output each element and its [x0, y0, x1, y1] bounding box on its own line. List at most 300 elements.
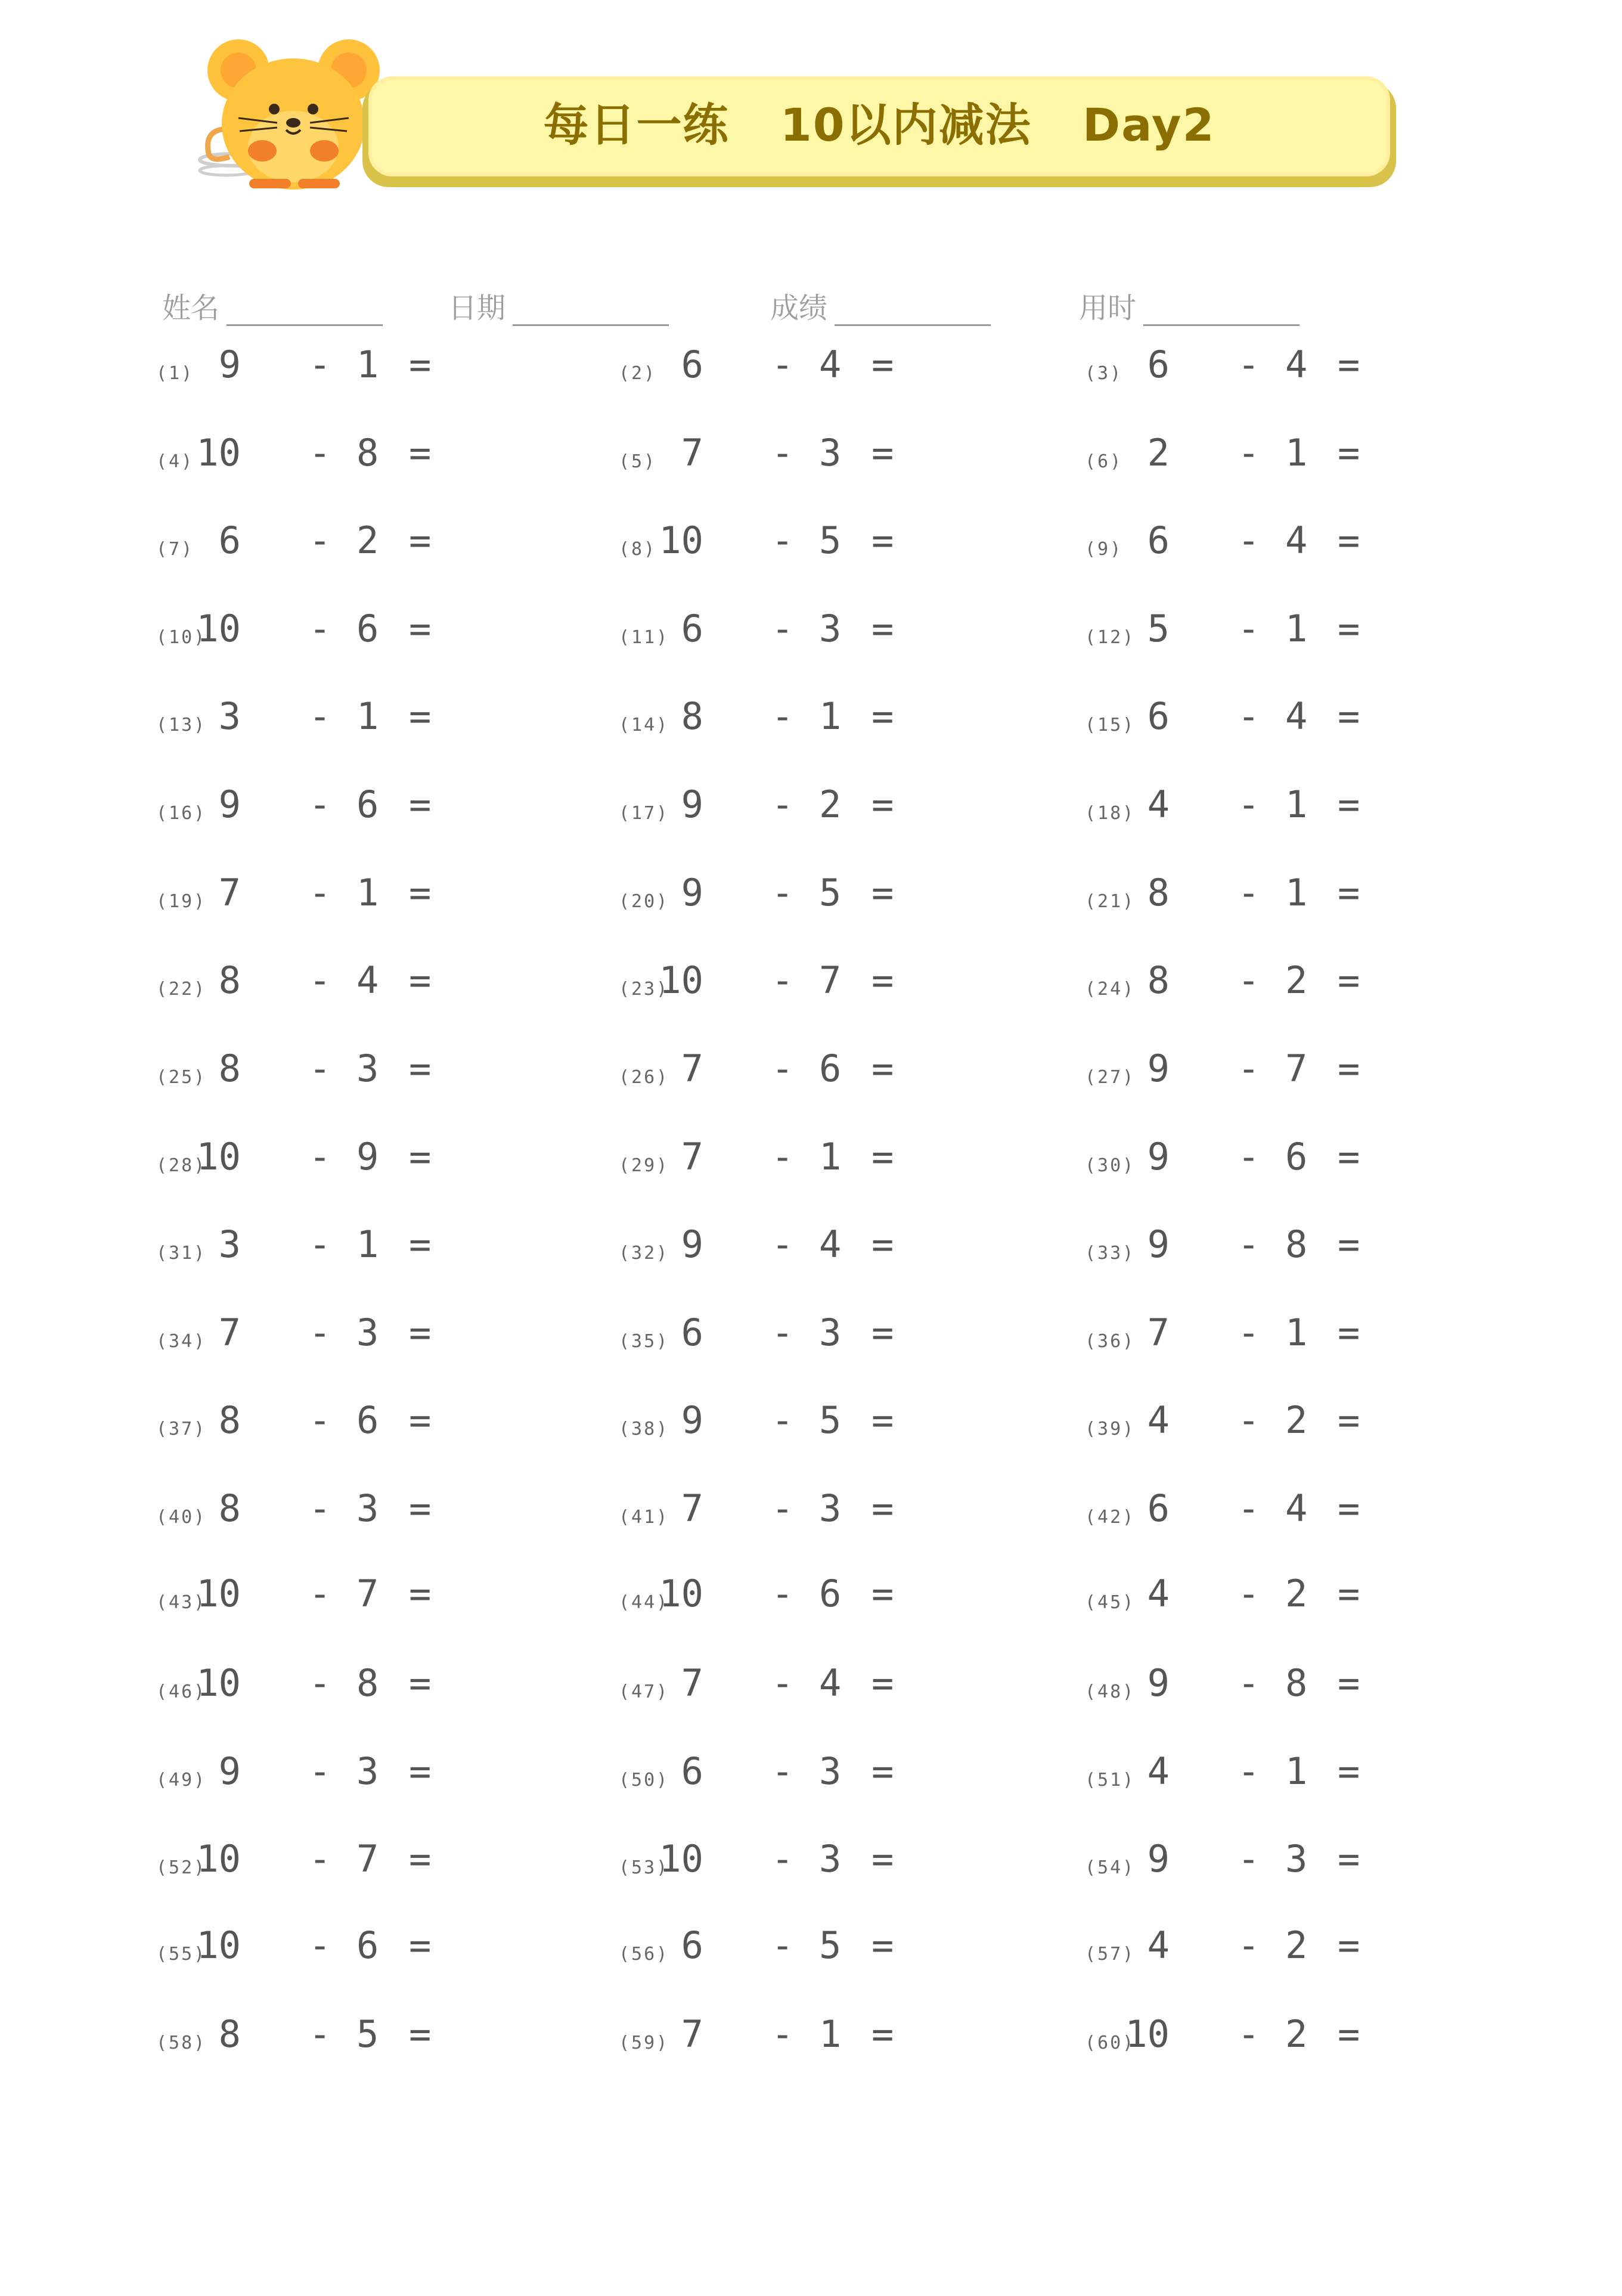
problem-number: (15) [1085, 715, 1136, 736]
subtrahend: 1 [1285, 871, 1308, 914]
minuend: 10 [1125, 2012, 1170, 2056]
subtrahend: 2 [1285, 2012, 1308, 2056]
problem-item [156, 1487, 490, 1540]
minuend: 8 [1147, 871, 1170, 914]
equals-sign: = [409, 607, 432, 650]
minuend: 9 [681, 1398, 703, 1442]
equals-sign: = [872, 607, 894, 650]
subtrahend: 4 [1285, 694, 1308, 738]
problem-number: (58) [156, 2033, 207, 2053]
problem-item [156, 1923, 490, 1977]
equals-sign: = [1338, 1572, 1360, 1615]
problem-item [156, 1837, 490, 1891]
problem-number: (2) [619, 363, 657, 384]
name-blank-line[interactable] [227, 298, 383, 326]
problem-item [1085, 1661, 1419, 1715]
minus-sign: - [1238, 694, 1260, 738]
minus-sign: - [309, 1749, 331, 1793]
problem-item [1085, 519, 1419, 572]
minus-sign: - [771, 783, 794, 826]
problem-item [1085, 607, 1419, 660]
minus-sign: - [1238, 1047, 1260, 1090]
problem-item [156, 343, 490, 396]
subtrahend: 5 [819, 1923, 842, 1967]
minuend: 4 [1147, 1398, 1170, 1442]
subtrahend: 2 [1285, 1572, 1308, 1615]
equals-sign: = [1338, 1923, 1360, 1967]
name-field[interactable] [162, 285, 383, 327]
subtrahend: 8 [1285, 1661, 1308, 1705]
problem-number: (50) [619, 1770, 669, 1791]
subtrahend: 4 [819, 1661, 842, 1705]
minuend: 10 [196, 431, 241, 474]
problem-number: (16) [156, 803, 207, 824]
equals-sign: = [409, 519, 432, 562]
mouse-mascot-icon [185, 35, 387, 190]
problem-number: (9) [1085, 539, 1123, 560]
problem-item [156, 519, 490, 572]
minuend: 6 [681, 1923, 703, 1967]
subtrahend: 1 [1285, 431, 1308, 474]
minuend: 10 [196, 607, 241, 650]
problem-number: (49) [156, 1770, 207, 1791]
time-field[interactable] [1079, 285, 1300, 327]
problem-item [619, 1923, 953, 1977]
subtrahend: 5 [819, 871, 842, 914]
problem-item [619, 1398, 953, 1452]
equals-sign: = [872, 694, 894, 738]
minuend: 6 [681, 607, 703, 650]
equals-sign: = [872, 783, 894, 826]
score-blank-line[interactable] [835, 298, 991, 326]
equals-sign: = [872, 1047, 894, 1090]
minuend: 10 [196, 1661, 241, 1705]
minus-sign: - [771, 1135, 794, 1178]
minus-sign: - [1238, 1311, 1260, 1354]
problem-number: (14) [619, 715, 669, 736]
problem-number: (25) [156, 1067, 207, 1088]
minuend: 6 [218, 519, 241, 562]
problem-item [1085, 1135, 1419, 1189]
minuend: 7 [681, 1135, 703, 1178]
minus-sign: - [1238, 2012, 1260, 2056]
subtrahend: 6 [356, 607, 379, 650]
problem-item [156, 694, 490, 748]
minus-sign: - [1238, 607, 1260, 650]
problem-item [1085, 1223, 1419, 1276]
equals-sign: = [872, 2012, 894, 2056]
subtrahend: 6 [356, 1398, 379, 1442]
equals-sign: = [1338, 1837, 1360, 1881]
minuend: 8 [1147, 958, 1170, 1002]
equals-sign: = [409, 2012, 432, 2056]
problem-item [1085, 783, 1419, 836]
subtrahend: 1 [819, 694, 842, 738]
equals-sign: = [872, 519, 894, 562]
minus-sign: - [309, 871, 331, 914]
minuend: 3 [218, 694, 241, 738]
equals-sign: = [872, 1923, 894, 1967]
minuend: 10 [659, 958, 703, 1002]
problem-item [619, 519, 953, 572]
problem-number: (24) [1085, 979, 1136, 1000]
subtrahend: 1 [819, 2012, 842, 2056]
subtrahend: 1 [819, 1135, 842, 1178]
equals-sign: = [872, 958, 894, 1002]
minus-sign: - [771, 1837, 794, 1881]
subtrahend: 6 [819, 1572, 842, 1615]
minuend: 10 [196, 1837, 241, 1881]
problem-item [619, 1837, 953, 1891]
minus-sign: - [1238, 1572, 1260, 1615]
problem-number: (32) [619, 1243, 669, 1264]
problem-number: (55) [156, 1944, 207, 1965]
equals-sign: = [1338, 694, 1360, 738]
problem-number: (3) [1085, 363, 1123, 384]
subtrahend: 1 [356, 871, 379, 914]
minus-sign: - [1238, 343, 1260, 386]
subtrahend: 1 [1285, 1311, 1308, 1354]
problem-number: (45) [1085, 1592, 1136, 1613]
minus-sign: - [1238, 958, 1260, 1002]
minus-sign: - [771, 1749, 794, 1793]
problem-number: (6) [1085, 451, 1123, 472]
minuend: 6 [1147, 694, 1170, 738]
problem-item [619, 1223, 953, 1276]
subtrahend: 2 [1285, 958, 1308, 1002]
problem-item [1085, 431, 1419, 485]
subtrahend: 3 [356, 1311, 379, 1354]
problem-item [619, 1749, 953, 1803]
minus-sign: - [309, 431, 331, 474]
minus-sign: - [309, 1837, 331, 1881]
subtrahend: 7 [819, 958, 842, 1002]
problem-item [1085, 1398, 1419, 1452]
minus-sign: - [1238, 1923, 1260, 1967]
equals-sign: = [1338, 519, 1360, 562]
subtrahend: 8 [356, 431, 379, 474]
subtrahend: 2 [819, 783, 842, 826]
subtrahend: 8 [1285, 1223, 1308, 1266]
minuend: 7 [218, 1311, 241, 1354]
equals-sign: = [1338, 343, 1360, 386]
minus-sign: - [771, 431, 794, 474]
equals-sign: = [1338, 431, 1360, 474]
equals-sign: = [409, 783, 432, 826]
problem-number: (39) [1085, 1419, 1136, 1439]
minuend: 9 [681, 1223, 703, 1266]
problem-item [619, 607, 953, 660]
minuend: 3 [218, 1223, 241, 1266]
equals-sign: = [872, 1223, 894, 1266]
time-label: 用时 [1079, 291, 1137, 325]
problem-number: (48) [1085, 1681, 1136, 1702]
minuend: 9 [681, 871, 703, 914]
equals-sign: = [409, 431, 432, 474]
minus-sign: - [771, 1398, 794, 1442]
minus-sign: - [1238, 1135, 1260, 1178]
date-label: 日期 [448, 291, 506, 325]
minuend: 9 [1147, 1223, 1170, 1266]
subtrahend: 7 [356, 1572, 379, 1615]
equals-sign: = [1338, 958, 1360, 1002]
minuend: 7 [1147, 1311, 1170, 1354]
equals-sign: = [872, 1487, 894, 1530]
minuend: 10 [196, 1572, 241, 1615]
problem-item [156, 1749, 490, 1803]
problem-number: (10) [156, 627, 207, 648]
minus-sign: - [309, 1661, 331, 1705]
problem-item [156, 1135, 490, 1189]
problem-item [1085, 1487, 1419, 1540]
problem-item [156, 1572, 490, 1625]
equals-sign: = [1338, 1487, 1360, 1530]
minus-sign: - [309, 958, 331, 1002]
problem-number: (41) [619, 1507, 669, 1528]
equals-sign: = [409, 694, 432, 738]
problem-number: (18) [1085, 803, 1136, 824]
minus-sign: - [771, 1661, 794, 1705]
subtrahend: 2 [1285, 1923, 1308, 1967]
equals-sign: = [1338, 1398, 1360, 1442]
minus-sign: - [1238, 1398, 1260, 1442]
minuend: 4 [1147, 783, 1170, 826]
problem-item [1085, 343, 1419, 396]
minus-sign: - [309, 1572, 331, 1615]
subtrahend: 3 [819, 1311, 842, 1354]
problem-item [1085, 694, 1419, 748]
problem-number: (27) [1085, 1067, 1136, 1088]
subtrahend: 1 [356, 1223, 379, 1266]
subtrahend: 2 [1285, 1398, 1308, 1442]
equals-sign: = [872, 1572, 894, 1615]
minuend: 6 [681, 1311, 703, 1354]
minuend: 10 [196, 1923, 241, 1967]
equals-sign: = [409, 1661, 432, 1705]
page-title: 每日一练 10以内减法 Day2 [543, 98, 1215, 151]
problem-item [1085, 1311, 1419, 1364]
minuend: 7 [681, 1487, 703, 1530]
subtrahend: 4 [1285, 1487, 1308, 1530]
problem-item [619, 431, 953, 485]
problem-number: (47) [619, 1681, 669, 1702]
equals-sign: = [409, 1923, 432, 1967]
equals-sign: = [872, 343, 894, 386]
equals-sign: = [1338, 1135, 1360, 1178]
problem-item [619, 1311, 953, 1364]
problem-number: (7) [156, 539, 194, 560]
minus-sign: - [1238, 431, 1260, 474]
minus-sign: - [309, 1398, 331, 1442]
minus-sign: - [1238, 519, 1260, 562]
minuend: 8 [218, 2012, 241, 2056]
problem-item [156, 431, 490, 485]
equals-sign: = [1338, 1661, 1360, 1705]
minuend: 4 [1147, 1923, 1170, 1967]
problem-number: (46) [156, 1681, 207, 1702]
problem-item [1085, 1837, 1419, 1891]
equals-sign: = [1338, 1311, 1360, 1354]
problem-number: (12) [1085, 627, 1136, 648]
problem-number: (60) [1085, 2033, 1136, 2053]
problem-number: (53) [619, 1857, 669, 1878]
minus-sign: - [771, 958, 794, 1002]
time-blank-line[interactable] [1143, 298, 1300, 326]
subtrahend: 1 [1285, 607, 1308, 650]
minus-sign: - [309, 1487, 331, 1530]
problem-item [619, 694, 953, 748]
subtrahend: 3 [356, 1047, 379, 1090]
score-field[interactable] [770, 285, 991, 327]
minuend: 6 [1147, 519, 1170, 562]
minus-sign: - [309, 343, 331, 386]
problem-item [156, 958, 490, 1012]
minus-sign: - [309, 519, 331, 562]
score-label: 成绩 [770, 291, 828, 325]
minus-sign: - [771, 1487, 794, 1530]
minus-sign: - [309, 607, 331, 650]
subtrahend: 3 [819, 1837, 842, 1881]
equals-sign: = [1338, 1047, 1360, 1090]
equals-sign: = [872, 1135, 894, 1178]
minus-sign: - [1238, 783, 1260, 826]
equals-sign: = [872, 1661, 894, 1705]
minuend: 8 [681, 694, 703, 738]
equals-sign: = [872, 1749, 894, 1793]
equals-sign: = [409, 343, 432, 386]
equals-sign: = [409, 958, 432, 1002]
subtrahend: 4 [819, 343, 842, 386]
subtrahend: 3 [356, 1749, 379, 1793]
problem-number: (29) [619, 1155, 669, 1176]
problem-number: (1) [156, 363, 194, 384]
minuend: 9 [1147, 1661, 1170, 1705]
minus-sign: - [309, 1223, 331, 1266]
equals-sign: = [872, 1837, 894, 1881]
subtrahend: 2 [356, 519, 379, 562]
problem-item [156, 607, 490, 660]
problem-number: (52) [156, 1857, 207, 1878]
minuend: 4 [1147, 1572, 1170, 1615]
problem-item [1085, 958, 1419, 1012]
minus-sign: - [1238, 871, 1260, 914]
equals-sign: = [872, 1398, 894, 1442]
subtrahend: 7 [356, 1837, 379, 1881]
equals-sign: = [409, 1749, 432, 1793]
date-blank-line[interactable] [513, 298, 669, 326]
minus-sign: - [771, 2012, 794, 2056]
subtrahend: 1 [1285, 1749, 1308, 1793]
problem-item [619, 783, 953, 836]
equals-sign: = [872, 1311, 894, 1354]
subtrahend: 3 [819, 1487, 842, 1530]
minuend: 6 [1147, 1487, 1170, 1530]
minus-sign: - [771, 1223, 794, 1266]
problem-number: (30) [1085, 1155, 1136, 1176]
equals-sign: = [409, 1135, 432, 1178]
problem-item [156, 1661, 490, 1715]
subtrahend: 6 [356, 1923, 379, 1967]
minuend: 10 [659, 1837, 703, 1881]
problem-item [619, 1661, 953, 1715]
problem-item [1085, 1572, 1419, 1625]
minus-sign: - [309, 1311, 331, 1354]
minuend: 6 [681, 343, 703, 386]
minus-sign: - [771, 871, 794, 914]
minuend: 9 [681, 783, 703, 826]
equals-sign: = [409, 1398, 432, 1442]
minus-sign: - [309, 783, 331, 826]
equals-sign: = [1338, 607, 1360, 650]
subtrahend: 7 [1285, 1047, 1308, 1090]
problem-number: (38) [619, 1419, 669, 1439]
minus-sign: - [1238, 1487, 1260, 1530]
minus-sign: - [309, 1923, 331, 1967]
subtrahend: 3 [819, 607, 842, 650]
subtrahend: 9 [356, 1135, 379, 1178]
subtrahend: 3 [1285, 1837, 1308, 1881]
equals-sign: = [409, 1572, 432, 1615]
equals-sign: = [409, 1223, 432, 1266]
minuend: 8 [218, 1047, 241, 1090]
subtrahend: 6 [819, 1047, 842, 1090]
equals-sign: = [409, 1047, 432, 1090]
problem-item [619, 343, 953, 396]
minuend: 4 [1147, 1749, 1170, 1793]
date-field[interactable] [448, 285, 669, 327]
problem-number: (33) [1085, 1243, 1136, 1264]
problem-number: (40) [156, 1507, 207, 1528]
problem-number: (34) [156, 1331, 207, 1352]
equals-sign: = [872, 431, 894, 474]
minus-sign: - [771, 519, 794, 562]
problem-item [1085, 1749, 1419, 1803]
problem-item [619, 1047, 953, 1100]
minuend: 10 [196, 1135, 241, 1178]
subtrahend: 6 [356, 783, 379, 826]
problem-number: (23) [619, 979, 669, 1000]
problem-number: (59) [619, 2033, 669, 2053]
minuend: 9 [218, 343, 241, 386]
subtrahend: 3 [819, 431, 842, 474]
equals-sign: = [409, 871, 432, 914]
minuend: 6 [681, 1749, 703, 1793]
problem-item [1085, 1923, 1419, 1977]
minuend: 8 [218, 1487, 241, 1530]
minus-sign: - [1238, 1661, 1260, 1705]
problem-item [619, 1572, 953, 1625]
subtrahend: 5 [356, 2012, 379, 2056]
problem-number: (13) [156, 715, 207, 736]
minuend: 7 [681, 431, 703, 474]
minuend: 9 [1147, 1047, 1170, 1090]
minuend: 7 [681, 1047, 703, 1090]
problem-item [156, 783, 490, 836]
minuend: 10 [659, 1572, 703, 1615]
subtrahend: 4 [1285, 343, 1308, 386]
minuend: 9 [1147, 1135, 1170, 1178]
subtrahend: 6 [1285, 1135, 1308, 1178]
problem-number: (22) [156, 979, 207, 1000]
equals-sign: = [1338, 871, 1360, 914]
problem-item [156, 871, 490, 924]
problem-number: (56) [619, 1944, 669, 1965]
equals-sign: = [1338, 2012, 1360, 2056]
minus-sign: - [771, 1311, 794, 1354]
minuend: 5 [1147, 607, 1170, 650]
minus-sign: - [309, 694, 331, 738]
minuend: 9 [218, 1749, 241, 1793]
